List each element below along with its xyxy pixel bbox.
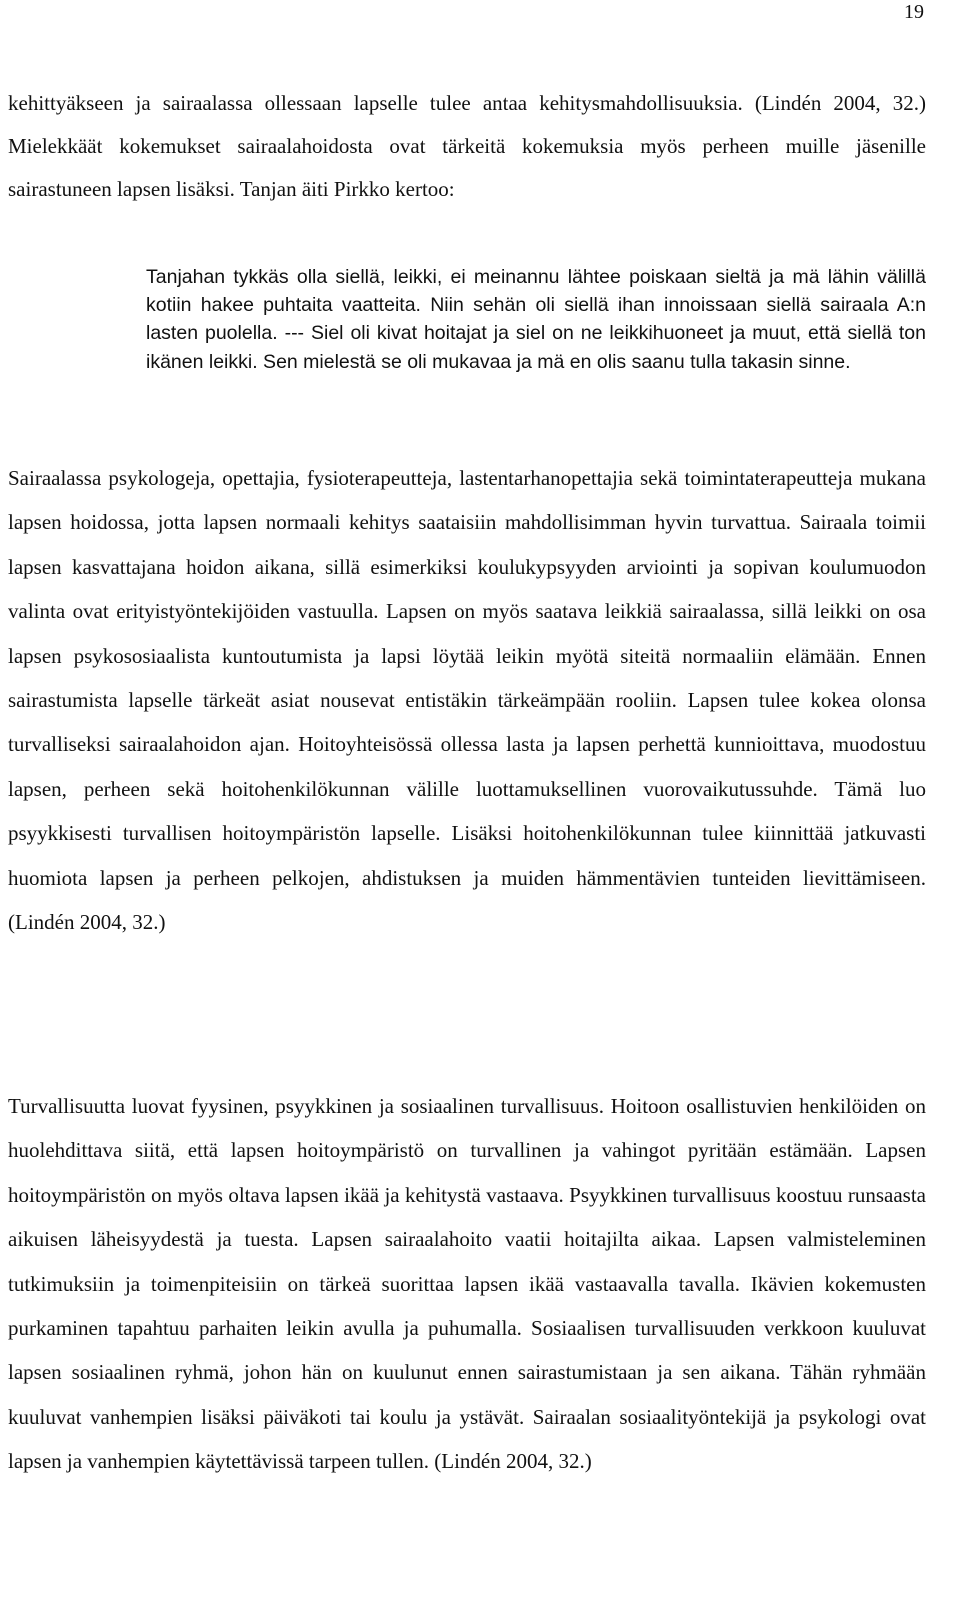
interview-quote: Tanjahan tykkäs olla siellä, leikki, ei meinannu lähtee poiskaan sieltä ja mä lähin välillä kotiin hakee puhtaita vaatteita. Niin sehän oli siellä ihan innoissaan siellä sairaala A:n lasten puolella. --- Siel oli kivat hoitajat ja siel on ne leikkihuoneet ja muut, että siellä ton ikänen leikki. Sen mielestä se oli mukavaa ja mä en olis saanu tulla takasin sinne. [146, 266, 926, 373]
intro-paragraph: kehittyäkseen ja sairaalassa ollessaan lapselle tulee antaa kehitysmahdollisuuksia. (Lindén 2004, 32.) Mielekkäät kokemukset sairaalahoidosta ovat tärkeitä kokemuksia myös perheen muille jäsenille sairastuneen lapsen lisäksi. Tanjan äiti Pirkko kertoo: [8, 91, 926, 201]
safety-paragraph: Turvallisuutta luovat fyysinen, psyykkinen ja sosiaalinen turvallisuus. Hoitoon osallistuvien henkilöiden on huolehdittava siitä, että lapsen hoitoympäristö on turvallinen ja vahingot pyritään estämään. Lapsen hoitoympäristön on myös oltava lapsen ikää ja kehitystä vastaava. Psyykkinen turvallisuus koostuu runsaasta aikuisen läheisyydestä ja tuesta. Lapsen sairaalahoito vaatii hoitajilta aikaa. Lapsen valmisteleminen tutkimuksiin ja toimenpiteisiin on tärkeä suorittaa lapsen ikää vastaavalla tavalla. Ikävien kokemusten purkaminen tapahtuu parhaiten leikin avulla ja puhumalla. Sosiaalisen turvallisuuden verkkoon kuuluvat lapsen sosiaalinen ryhmä, johon hän on kuulunut ennen sairastumistaan ja sen aikana. Tähän ryhmään kuuluvat vanhempien lisäksi päiväkoti tai koulu ja ystävät. Sairaalan sosiaalityöntekijä ja psykologi ovat lapsen ja vanhempien käytettävissä tarpeen tullen. (Lindén 2004, 32.) [8, 1094, 926, 1474]
hospital-staff-paragraph: Sairaalassa psykologeja, opettajia, fysioterapeutteja, lastentarhanopettajia sekä toimintaterapeutteja mukana lapsen hoidossa, jotta lapsen normaali kehitys saataisiin mahdollisimman hyvin turvattua. Sairaala toimii lapsen kasvattajana hoidon aikana, sillä esimerkiksi koulukypsyyden arviointi ja sopivan koulumuodon valinta ovat erityistyöntekijöiden vastuulla. Lapsen on myös saatava leikkiä sairaalassa, sillä leikki on osa lapsen psykososiaalista kuntoutumista ja lapsi löytää leikin myötä siteitä normaaliin elämään. Ennen sairastumista lapselle tärkeät asiat nousevat entistäkin tärkeämpään rooliin. Lapsen tulee kokea olonsa turvalliseksi sairaalahoidon ajan. Hoitoyhteisössä ollessa lasta ja lapsen perhettä kunnioittava, muodostuu lapsen, perheen sekä hoitohenkilökunnan välille luottamuksellinen vuorovaikutussuhde. Tämä luo psyykkisesti turvallisen hoitoympäristön lapselle. Lisäksi hoitohenkilökunnan tulee kiinnittää jatkuvasti huomiota lapsen ja perheen pelkojen, ahdistuksen ja muiden hämmentävien tunteiden lievittämiseen. (Lindén 2004, 32.) [8, 466, 926, 935]
page-number: 19 [904, 1, 924, 23]
